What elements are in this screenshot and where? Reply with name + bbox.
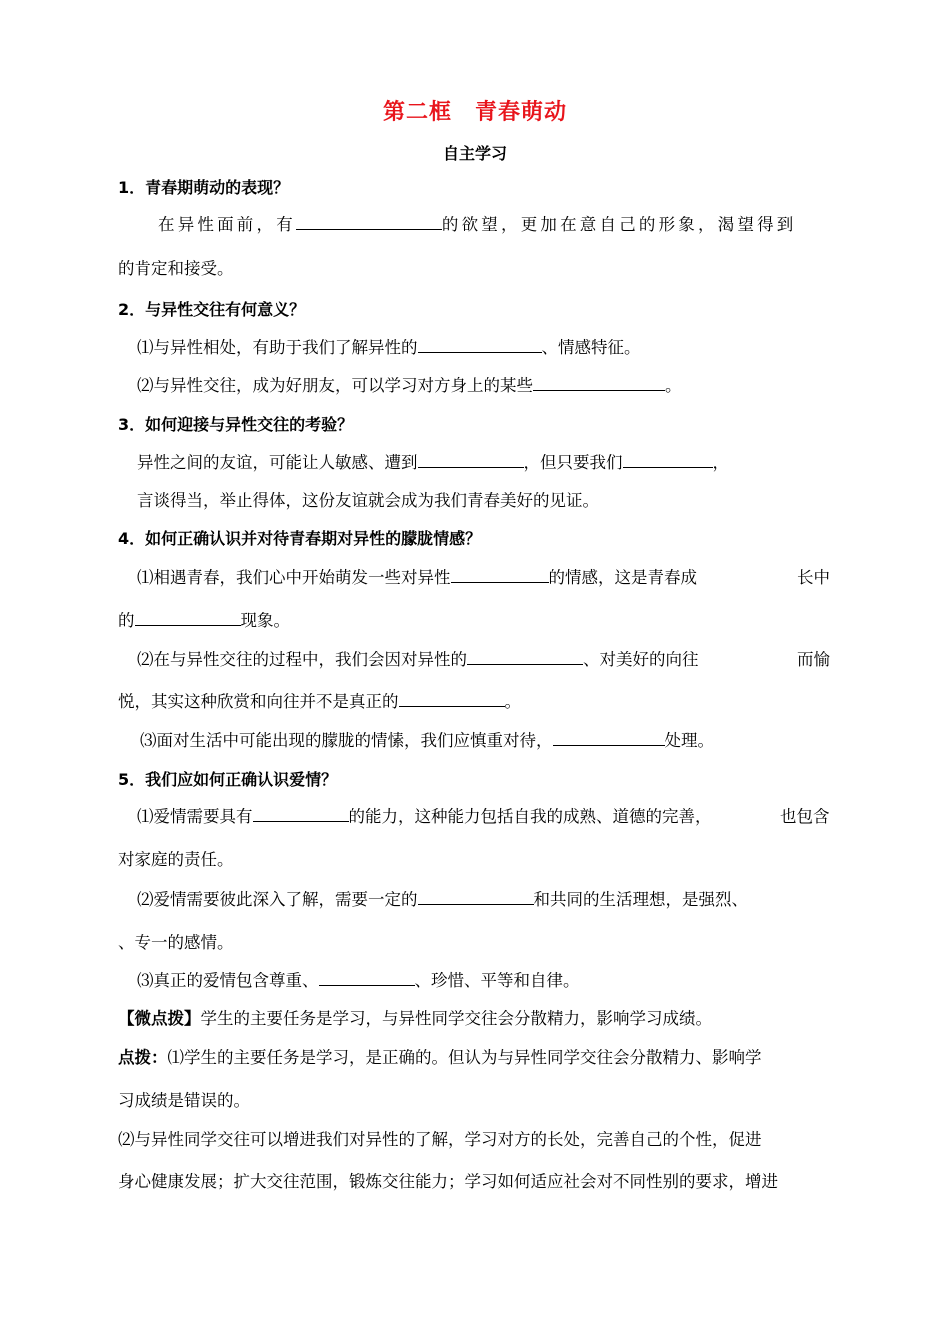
- text-segment: 。: [504, 692, 521, 711]
- question-4-line-3: [137, 648, 699, 672]
- dianbo-line-3: ⑵与异性同学交往可以增进我们对异性的了解，学习对方的长处，完善自己的个性，促进: [118, 1130, 762, 1149]
- text-segment: 。: [665, 376, 682, 395]
- tip-line: [118, 1007, 712, 1031]
- question-4-line-4: [118, 690, 521, 714]
- answer-blank[interactable]: [418, 336, 542, 353]
- answer-blank[interactable]: [418, 888, 534, 905]
- text-segment: 和共同的生活理想，是强烈、: [533, 890, 748, 909]
- text-segment: ，: [712, 453, 729, 472]
- text-segment: 悦，其实这种欣赏和向往并不是真正的: [118, 692, 399, 711]
- dianbo-line-4: 身心健康发展；扩大交往范围，锻炼交往能力；学习如何适应社会对不同性别的要求，增进: [118, 1172, 778, 1191]
- question-4-line-1: [137, 566, 697, 590]
- question-2-line-1: [137, 336, 641, 360]
- answer-blank[interactable]: [418, 451, 524, 468]
- text-segment: 处理。: [664, 731, 714, 750]
- question-5-line-3: [137, 888, 748, 912]
- question-4-heading: 4．如何正确认识并对待青春期对异性的朦胧情感？: [118, 529, 482, 548]
- text-segment: ⑶面对生活中可能出现的朦胧的情愫，我们应慎重对待，: [140, 731, 553, 750]
- dianbo-label: 点拨：: [118, 1048, 168, 1067]
- question-5-heading: 5．我们应如何正确认识爱情？: [118, 770, 338, 789]
- question-3-line-2: 言谈得当，举止得体，这份友谊就会成为我们青春美好的见证。: [137, 491, 599, 510]
- text-segment: 在异性面前，有: [158, 215, 296, 234]
- tip-label: 【微点拨】: [118, 1009, 201, 1028]
- answer-blank[interactable]: [533, 374, 665, 391]
- question-2-line-2: [137, 374, 682, 398]
- text-segment: 的能力，这种能力包括自我的成熟、道德的完善，: [348, 807, 712, 826]
- dianbo-line-1: [118, 1046, 762, 1070]
- text-segment: ⑶真正的爱情包含尊重、: [137, 971, 319, 990]
- question-4-line-5: [140, 729, 714, 753]
- answer-blank[interactable]: [467, 648, 583, 665]
- question-5-line-5: [137, 969, 580, 993]
- text-segment: ⑴学生的主要任务是学习，是正确的。但认为与异性同学交往会分散精力、影响学: [167, 1048, 762, 1067]
- question-3-line-1: [137, 451, 729, 475]
- tip-text: 学生的主要任务是学习，与异性同学交往会分散精力，影响学习成绩。: [200, 1009, 712, 1028]
- answer-blank[interactable]: [399, 690, 505, 707]
- question-4-line-1-end: 长中: [797, 568, 830, 587]
- question-5-line-2: 对家庭的责任。: [118, 850, 234, 869]
- text-segment: ，但只要我们: [523, 453, 623, 472]
- text-segment: ⑴与异性相处，有助于我们了解异性的: [137, 338, 418, 357]
- question-1-heading: 1．青春期萌动的表现？: [118, 178, 290, 197]
- text-segment: ⑵爱情需要彼此深入了解，需要一定的: [137, 890, 418, 909]
- text-segment: 的欲望，更加在意自己的形象，渴望得到: [441, 215, 797, 234]
- question-5-line-4: 、专一的感情。: [118, 933, 234, 952]
- question-2-heading: 2．与异性交往有何意义？: [118, 300, 306, 319]
- text-segment: 异性之间的友谊，可能让人敏感、遭到: [137, 453, 418, 472]
- answer-blank[interactable]: [451, 566, 549, 583]
- page-title: 第二框 青春萌动: [382, 100, 567, 125]
- question-4-line-2: [118, 609, 290, 633]
- text-segment: 、情感特征。: [541, 338, 641, 357]
- answer-blank[interactable]: [296, 213, 442, 230]
- question-4-line-3-end: 而愉: [797, 650, 830, 669]
- answer-blank[interactable]: [135, 609, 241, 626]
- text-segment: ⑵在与异性交往的过程中，我们会因对异性的: [137, 650, 467, 669]
- text-segment: ⑵与异性交往，成为好朋友，可以学习对方身上的某些: [137, 376, 533, 395]
- section-subtitle: 自主学习: [442, 144, 507, 163]
- answer-blank[interactable]: [253, 805, 349, 822]
- question-1-line-1: [158, 213, 797, 237]
- question-3-heading: 3．如何迎接与异性交往的考验？: [118, 415, 354, 434]
- question-5-line-1: [137, 805, 712, 829]
- question-1-line-2: 的肯定和接受。: [118, 259, 234, 278]
- text-segment: ⑴相遇青春，我们心中开始萌发一些对异性: [137, 568, 451, 587]
- text-segment: 、对美好的向往: [583, 650, 699, 669]
- dianbo-line-2: 习成绩是错误的。: [118, 1091, 250, 1110]
- text-segment: 的: [118, 611, 135, 630]
- text-segment: 的情感，这是青春成: [548, 568, 697, 587]
- answer-blank[interactable]: [553, 729, 665, 746]
- text-segment: ⑴爱情需要具有: [137, 807, 253, 826]
- answer-blank[interactable]: [623, 451, 713, 468]
- text-segment: 现象。: [240, 611, 290, 630]
- question-5-line-1-end: 也包含: [780, 807, 830, 826]
- text-segment: 、珍惜、平等和自律。: [414, 971, 580, 990]
- answer-blank[interactable]: [319, 969, 415, 986]
